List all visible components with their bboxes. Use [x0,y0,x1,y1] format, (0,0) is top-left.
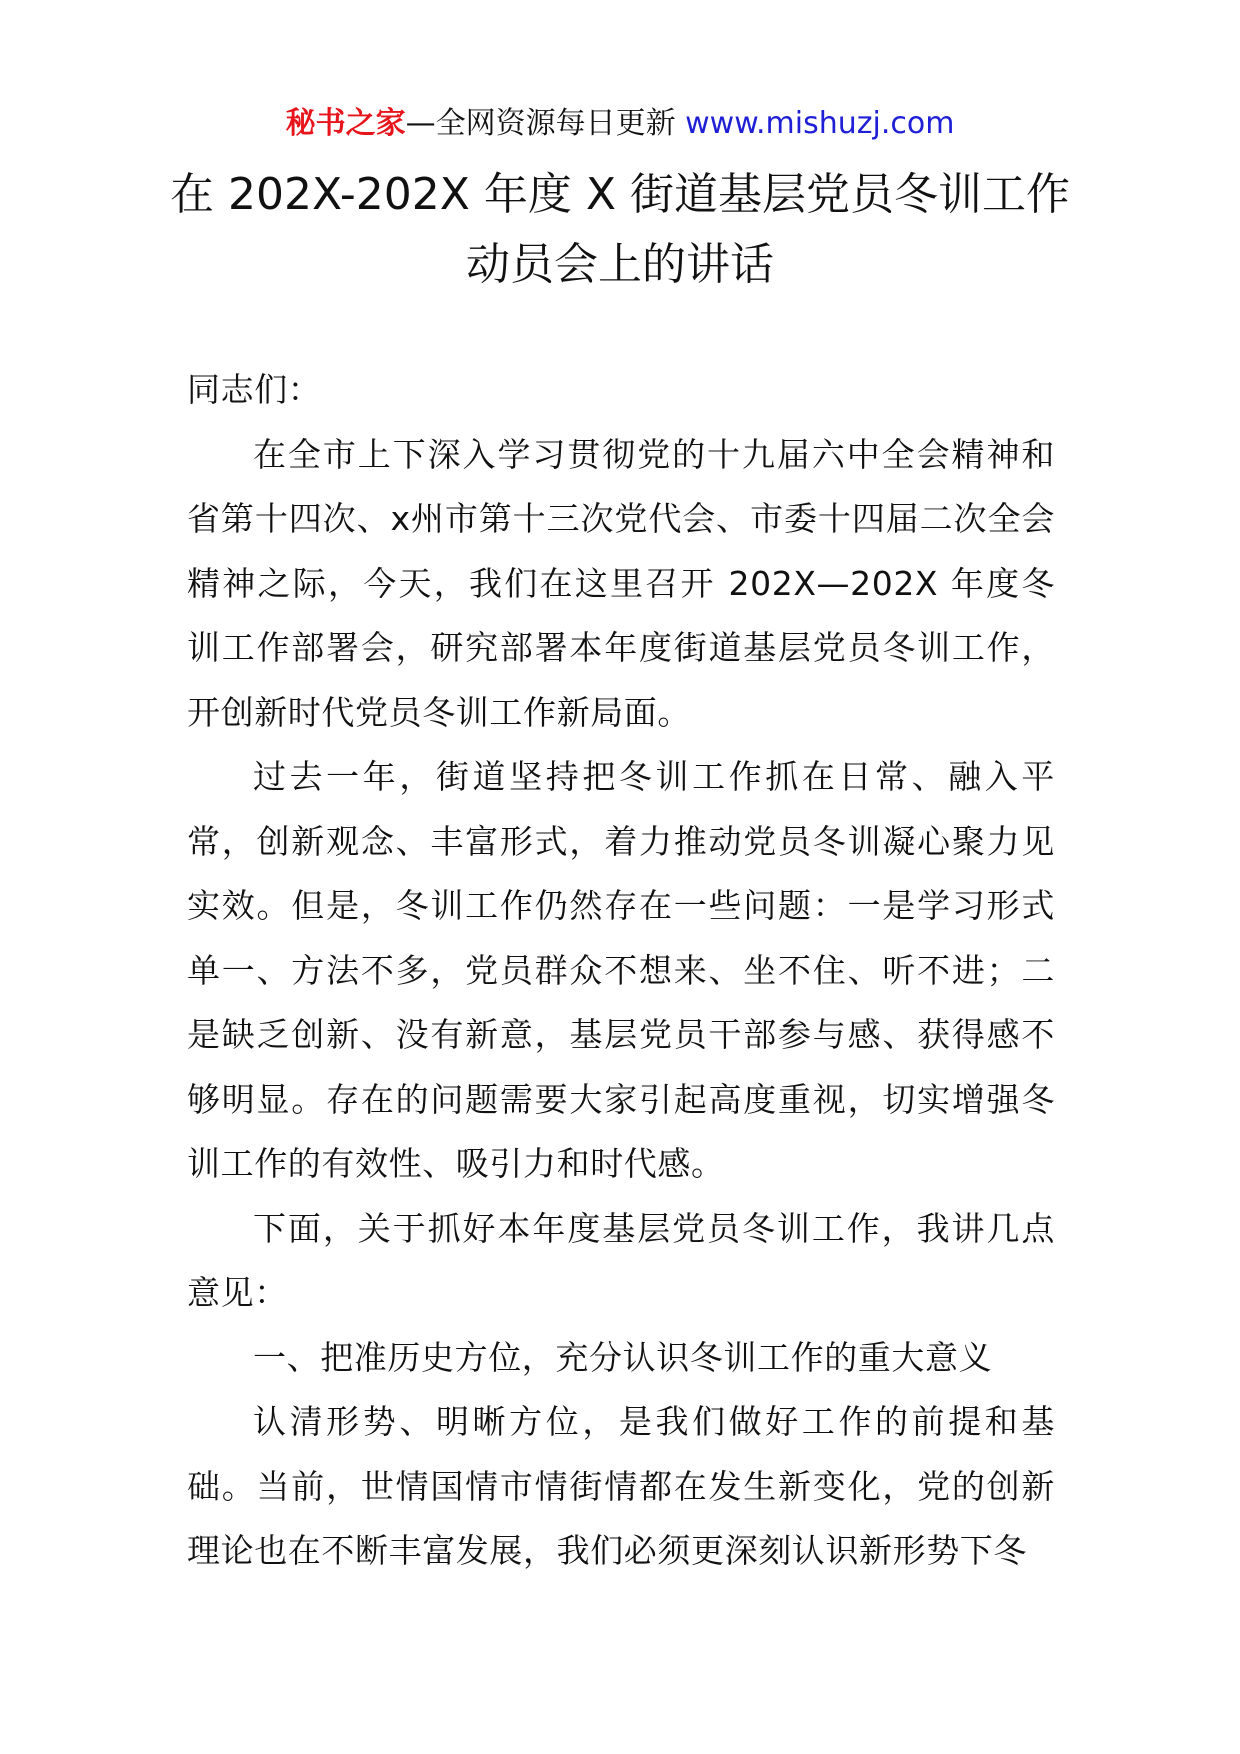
brand-name: 秘书之家 [285,106,406,141]
greeting: 同志们： [187,370,322,409]
paragraph: 在全市上下深入学习贯彻党的十九届六中全会精神和省第十四次、x州市第十三次党代会、市委十四届二次全会精神之际，今天，我们在这里召开 202X—202X 年度冬训工作部署会，研究部署本年度街道基层党员冬训工作，开创新时代党员冬训工作新局面。 [187,434,1055,732]
site-header [0,104,1240,144]
section-heading: 一、把准历史方位，充分认识冬训工作的重大意义 [253,1337,993,1377]
site-url-link[interactable]: www.mishuzj.com [685,106,955,141]
document-body [187,358,1055,1584]
paragraph: 认清形势、明晰方位，是我们做好工作的前提和基础。当前，世情国情市情街情都在发生新变化，党的创新理论也在不断丰富发展，我们必须更深刻认识新形势下冬 [187,1402,1055,1570]
document-title [150,160,1090,300]
paragraph: 下面，关于抓好本年度基层党员冬训工作，我讲几点意见： [187,1208,1055,1312]
paragraph: 过去一年，街道坚持把冬训工作抓在日常、融入平常，创新观念、丰富形式，着力推动党员冬训凝心聚力见实效。但是，冬训工作仍然存在一些问题：一是学习形式单一、方法不多，党员群众不想来、坐不住、听不进；二是缺乏创新、没有新意，基层党员干部参与感、获得感不够明显。存在的问题需要大家引起高度重视，切实增强冬训工作的有效性、吸引力和时代感。 [187,757,1055,1183]
title-line-1: 在 202X-202X 年度 X 街道基层党员冬训工作 [169,169,1071,220]
header-tagline: —全网资源每日更新 [405,106,676,141]
title-line-2: 动员会上的讲话 [466,239,774,290]
